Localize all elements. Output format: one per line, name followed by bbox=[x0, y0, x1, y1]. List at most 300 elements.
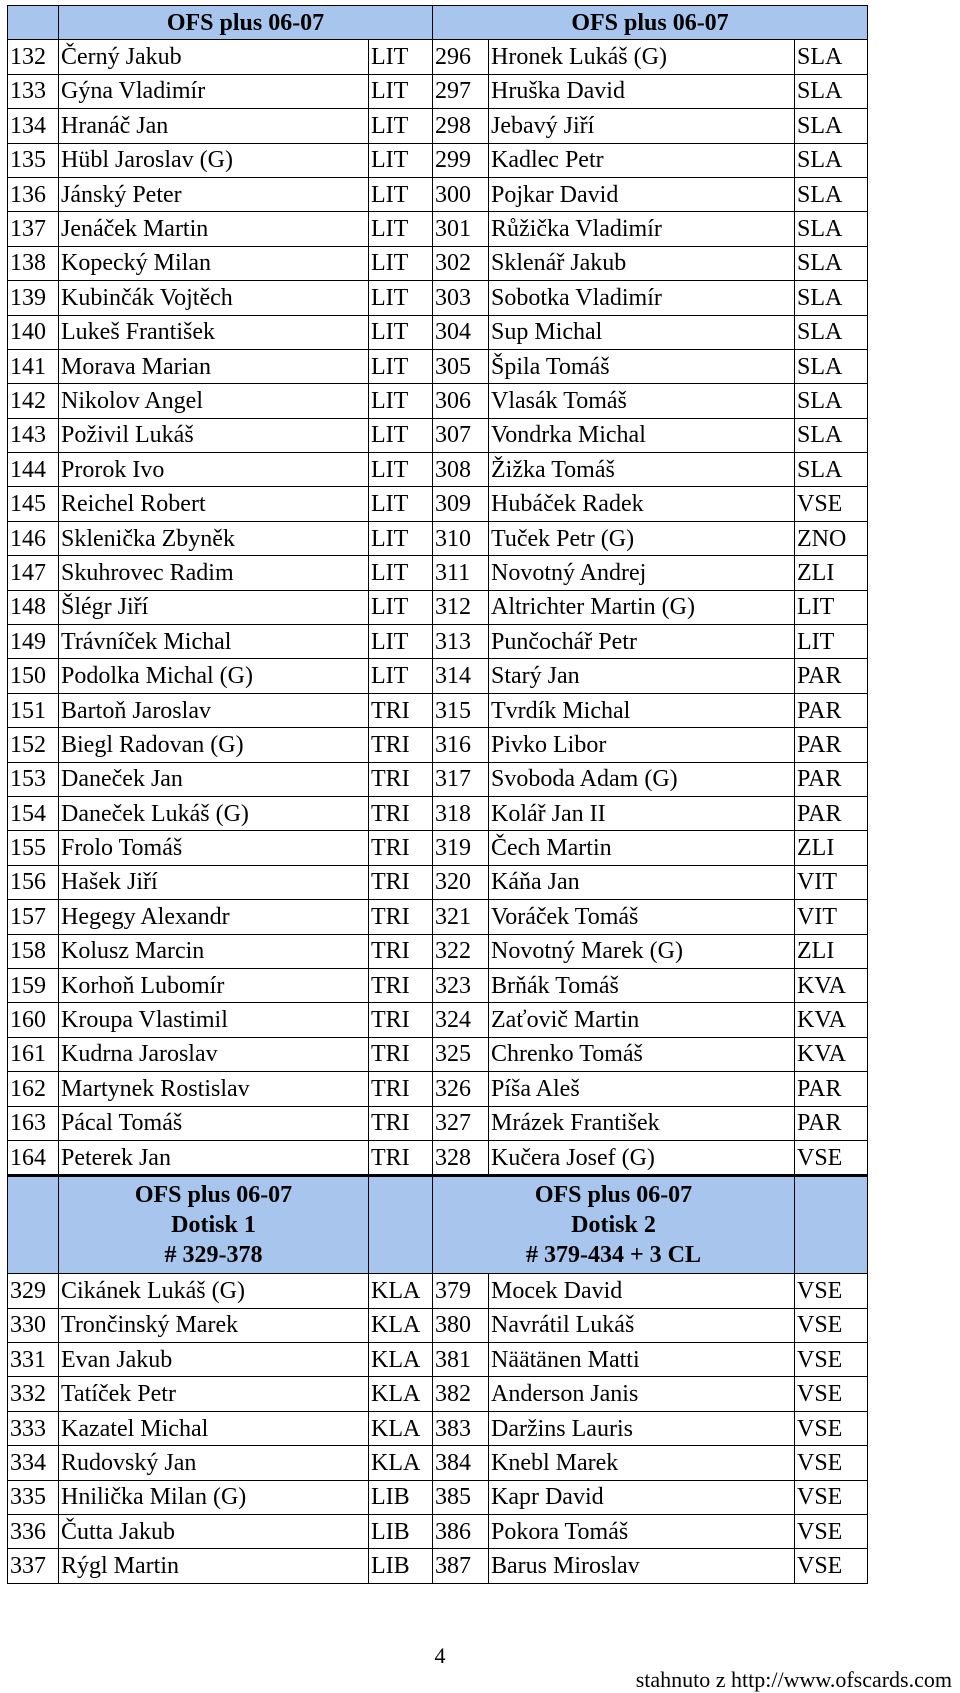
player-name: Bartoň Jaroslav bbox=[59, 693, 369, 727]
team-code: KLA bbox=[369, 1411, 433, 1445]
team-code: TRI bbox=[369, 968, 433, 1002]
team-code: VSE bbox=[795, 1515, 868, 1549]
card-number: 303 bbox=[433, 281, 489, 315]
card-number: 159 bbox=[8, 968, 59, 1002]
team-code: PAR bbox=[795, 796, 868, 830]
mid-header-left bbox=[59, 1176, 369, 1274]
card-number: 299 bbox=[433, 143, 489, 177]
player-name: Hronek Lukáš (G) bbox=[489, 40, 795, 74]
card-number: 319 bbox=[433, 831, 489, 865]
team-code: TRI bbox=[369, 1072, 433, 1106]
player-name: Sobotka Vladimír bbox=[489, 281, 795, 315]
card-number: 306 bbox=[433, 384, 489, 418]
card-number: 135 bbox=[8, 143, 59, 177]
card-number: 317 bbox=[433, 762, 489, 796]
card-number: 157 bbox=[8, 900, 59, 934]
card-number: 302 bbox=[433, 246, 489, 280]
team-code: LIT bbox=[369, 659, 433, 693]
player-name: Hegegy Alexandr bbox=[59, 900, 369, 934]
card-number: 323 bbox=[433, 968, 489, 1002]
table-row bbox=[8, 384, 868, 418]
table-row bbox=[8, 590, 868, 624]
card-number: 321 bbox=[433, 900, 489, 934]
card-number: 314 bbox=[433, 659, 489, 693]
card-number: 384 bbox=[433, 1446, 489, 1480]
top-header-right: OFS plus 06-07 bbox=[433, 6, 868, 40]
player-name: Novotný Andrej bbox=[489, 556, 795, 590]
card-number: 300 bbox=[433, 177, 489, 211]
card-number: 156 bbox=[8, 865, 59, 899]
table-row bbox=[8, 865, 868, 899]
player-name: Anderson Janis bbox=[489, 1377, 795, 1411]
card-number: 141 bbox=[8, 349, 59, 383]
player-name: Kroupa Vlastimil bbox=[59, 1003, 369, 1037]
player-name: Frolo Tomáš bbox=[59, 831, 369, 865]
table-row bbox=[8, 1411, 868, 1445]
team-code: LIT bbox=[369, 246, 433, 280]
team-code: LIB bbox=[369, 1480, 433, 1514]
card-number: 316 bbox=[433, 728, 489, 762]
player-name: Barus Miroslav bbox=[489, 1549, 795, 1583]
player-name: Sklenička Zbyněk bbox=[59, 521, 369, 555]
team-code: LIT bbox=[369, 521, 433, 555]
table-row bbox=[8, 1343, 868, 1377]
table-row bbox=[8, 1140, 868, 1175]
team-code: VSE bbox=[795, 487, 868, 521]
player-name: Brňák Tomáš bbox=[489, 968, 795, 1002]
team-code: LIT bbox=[795, 625, 868, 659]
player-name: Tatíček Petr bbox=[59, 1377, 369, 1411]
mid-header-left-sub: Dotisk 1 bbox=[171, 1212, 256, 1239]
team-code: TRI bbox=[369, 934, 433, 968]
team-code: KVA bbox=[795, 1037, 868, 1071]
card-number: 142 bbox=[8, 384, 59, 418]
card-number: 150 bbox=[8, 659, 59, 693]
table-row bbox=[8, 968, 868, 1002]
team-code: TRI bbox=[369, 1106, 433, 1140]
card-number: 146 bbox=[8, 521, 59, 555]
player-name: Černý Jakub bbox=[59, 40, 369, 74]
player-name: Vondrka Michal bbox=[489, 418, 795, 452]
team-code: SLA bbox=[795, 246, 868, 280]
team-code: VSE bbox=[795, 1343, 868, 1377]
card-number: 311 bbox=[433, 556, 489, 590]
player-name: Altrichter Martin (G) bbox=[489, 590, 795, 624]
team-code: SLA bbox=[795, 40, 868, 74]
table-row bbox=[8, 900, 868, 934]
card-number: 139 bbox=[8, 281, 59, 315]
table-row bbox=[8, 625, 868, 659]
card-number: 315 bbox=[433, 693, 489, 727]
card-number: 145 bbox=[8, 487, 59, 521]
player-name: Hnilička Milan (G) bbox=[59, 1480, 369, 1514]
card-number: 328 bbox=[433, 1140, 489, 1175]
table-row bbox=[8, 143, 868, 177]
card-number: 132 bbox=[8, 40, 59, 74]
team-code: LIB bbox=[369, 1515, 433, 1549]
card-number: 320 bbox=[433, 865, 489, 899]
card-number: 308 bbox=[433, 453, 489, 487]
team-code: TRI bbox=[369, 831, 433, 865]
team-code: VIT bbox=[795, 865, 868, 899]
table-row bbox=[8, 728, 868, 762]
player-name: Rýgl Martin bbox=[59, 1549, 369, 1583]
team-code: VSE bbox=[795, 1549, 868, 1583]
team-code: ZLI bbox=[795, 831, 868, 865]
team-code: TRI bbox=[369, 693, 433, 727]
card-number: 329 bbox=[8, 1274, 59, 1308]
team-code: PAR bbox=[795, 762, 868, 796]
card-number: 144 bbox=[8, 453, 59, 487]
team-code: TRI bbox=[369, 865, 433, 899]
card-number: 385 bbox=[433, 1480, 489, 1514]
player-name: Hruška David bbox=[489, 74, 795, 108]
player-name: Peterek Jan bbox=[59, 1140, 369, 1175]
table-row bbox=[8, 521, 868, 555]
team-code: SLA bbox=[795, 384, 868, 418]
team-code: SLA bbox=[795, 143, 868, 177]
table-row bbox=[8, 453, 868, 487]
team-code: KLA bbox=[369, 1343, 433, 1377]
team-code: KLA bbox=[369, 1274, 433, 1308]
mid-header-left-title: OFS plus 06-07 bbox=[134, 1182, 293, 1209]
card-number: 143 bbox=[8, 418, 59, 452]
player-name: Kubinčák Vojtěch bbox=[59, 281, 369, 315]
team-code: SLA bbox=[795, 349, 868, 383]
card-number: 307 bbox=[433, 418, 489, 452]
table-row bbox=[8, 246, 868, 280]
player-name: Cikánek Lukáš (G) bbox=[59, 1274, 369, 1308]
team-code: SLA bbox=[795, 74, 868, 108]
mid-header-right-title: OFS plus 06-07 bbox=[534, 1182, 693, 1209]
table-row bbox=[8, 1549, 868, 1583]
top-header-left: OFS plus 06-07 bbox=[59, 6, 433, 40]
team-code: LIT bbox=[369, 487, 433, 521]
card-number: 335 bbox=[8, 1480, 59, 1514]
header-blank-cell bbox=[369, 1176, 433, 1274]
checklist-table bbox=[7, 5, 868, 1584]
team-code: TRI bbox=[369, 900, 433, 934]
card-number: 382 bbox=[433, 1377, 489, 1411]
team-code: KVA bbox=[795, 968, 868, 1002]
team-code: LIT bbox=[369, 74, 433, 108]
card-number: 154 bbox=[8, 796, 59, 830]
team-code: LIT bbox=[369, 281, 433, 315]
table-row bbox=[8, 796, 868, 830]
team-code: VIT bbox=[795, 900, 868, 934]
table-row bbox=[8, 1480, 868, 1514]
card-number: 149 bbox=[8, 625, 59, 659]
team-code: VSE bbox=[795, 1480, 868, 1514]
mid-header-right bbox=[433, 1176, 795, 1274]
card-number: 330 bbox=[8, 1308, 59, 1342]
player-name: Prorok Ivo bbox=[59, 453, 369, 487]
player-name: Reichel Robert bbox=[59, 487, 369, 521]
player-name: Morava Marian bbox=[59, 349, 369, 383]
player-name: Sklenář Jakub bbox=[489, 246, 795, 280]
card-number: 140 bbox=[8, 315, 59, 349]
player-name: Hübl Jaroslav (G) bbox=[59, 143, 369, 177]
team-code: SLA bbox=[795, 177, 868, 211]
player-name: Navrátil Lukáš bbox=[489, 1308, 795, 1342]
player-name: Chrenko Tomáš bbox=[489, 1037, 795, 1071]
player-name: Korhoň Lubomír bbox=[59, 968, 369, 1002]
top-header-row bbox=[8, 6, 868, 40]
team-code: LIT bbox=[369, 418, 433, 452]
card-number: 163 bbox=[8, 1106, 59, 1140]
card-number: 296 bbox=[433, 40, 489, 74]
table-row bbox=[8, 556, 868, 590]
team-code: LIT bbox=[369, 349, 433, 383]
player-name: Káňa Jan bbox=[489, 865, 795, 899]
card-number: 152 bbox=[8, 728, 59, 762]
card-number: 148 bbox=[8, 590, 59, 624]
team-code: LIT bbox=[369, 625, 433, 659]
player-name: Daneček Jan bbox=[59, 762, 369, 796]
player-name: Kudrna Jaroslav bbox=[59, 1037, 369, 1071]
team-code: SLA bbox=[795, 453, 868, 487]
footer-source: stahnuto z http://www.ofscards.com bbox=[635, 1667, 952, 1692]
team-code: VSE bbox=[795, 1140, 868, 1175]
table-row bbox=[8, 831, 868, 865]
player-name: Lukeš František bbox=[59, 315, 369, 349]
player-name: Martynek Rostislav bbox=[59, 1072, 369, 1106]
team-code: PAR bbox=[795, 693, 868, 727]
card-number: 333 bbox=[8, 1411, 59, 1445]
player-name: Jenáček Martin bbox=[59, 212, 369, 246]
table-row bbox=[8, 40, 868, 74]
team-code: VSE bbox=[795, 1274, 868, 1308]
card-number: 313 bbox=[433, 625, 489, 659]
card-number: 304 bbox=[433, 315, 489, 349]
player-name: Punčochář Petr bbox=[489, 625, 795, 659]
table-row bbox=[8, 487, 868, 521]
team-code: LIT bbox=[369, 590, 433, 624]
table-row bbox=[8, 659, 868, 693]
card-number: 336 bbox=[8, 1515, 59, 1549]
player-name: Tvrdík Michal bbox=[489, 693, 795, 727]
card-number: 136 bbox=[8, 177, 59, 211]
team-code: TRI bbox=[369, 1140, 433, 1175]
player-name: Daržins Lauris bbox=[489, 1411, 795, 1445]
player-name: Jánský Peter bbox=[59, 177, 369, 211]
card-number: 331 bbox=[8, 1343, 59, 1377]
card-number: 332 bbox=[8, 1377, 59, 1411]
player-name: Zaťovič Martin bbox=[489, 1003, 795, 1037]
team-code: TRI bbox=[369, 1037, 433, 1071]
player-name: Poživil Lukáš bbox=[59, 418, 369, 452]
team-code: LIT bbox=[795, 590, 868, 624]
team-code: LIT bbox=[369, 384, 433, 418]
player-name: Kazatel Michal bbox=[59, 1411, 369, 1445]
page-number: 4 bbox=[434, 1643, 446, 1668]
player-name: Gýna Vladimír bbox=[59, 74, 369, 108]
card-number: 337 bbox=[8, 1549, 59, 1583]
team-code: PAR bbox=[795, 1106, 868, 1140]
card-number: 318 bbox=[433, 796, 489, 830]
card-number: 309 bbox=[433, 487, 489, 521]
card-number: 162 bbox=[8, 1072, 59, 1106]
team-code: LIT bbox=[369, 315, 433, 349]
team-code: TRI bbox=[369, 1003, 433, 1037]
table-row bbox=[8, 1446, 868, 1480]
card-number: 327 bbox=[433, 1106, 489, 1140]
team-code: LIT bbox=[369, 109, 433, 143]
table-row bbox=[8, 1515, 868, 1549]
team-code: VSE bbox=[795, 1377, 868, 1411]
table-row bbox=[8, 212, 868, 246]
player-name: Pácal Tomáš bbox=[59, 1106, 369, 1140]
table-row bbox=[8, 1106, 868, 1140]
player-name: Píša Aleš bbox=[489, 1072, 795, 1106]
card-number: 161 bbox=[8, 1037, 59, 1071]
card-number: 380 bbox=[433, 1308, 489, 1342]
card-number: 310 bbox=[433, 521, 489, 555]
player-name: Knebl Marek bbox=[489, 1446, 795, 1480]
player-name: Kolusz Marcin bbox=[59, 934, 369, 968]
header-blank-cell bbox=[8, 1176, 59, 1274]
card-number: 381 bbox=[433, 1343, 489, 1377]
player-name: Trončinský Marek bbox=[59, 1308, 369, 1342]
card-number: 153 bbox=[8, 762, 59, 796]
team-code: LIT bbox=[369, 143, 433, 177]
card-number: 158 bbox=[8, 934, 59, 968]
team-code: VSE bbox=[795, 1308, 868, 1342]
team-code: KLA bbox=[369, 1308, 433, 1342]
player-name: Hašek Jiří bbox=[59, 865, 369, 899]
team-code: LIT bbox=[369, 212, 433, 246]
team-code: PAR bbox=[795, 1072, 868, 1106]
team-code: LIT bbox=[369, 40, 433, 74]
card-number: 138 bbox=[8, 246, 59, 280]
player-name: Nikolov Angel bbox=[59, 384, 369, 418]
team-code: TRI bbox=[369, 762, 433, 796]
player-name: Kopecký Milan bbox=[59, 246, 369, 280]
player-name: Skuhrovec Radim bbox=[59, 556, 369, 590]
card-number: 326 bbox=[433, 1072, 489, 1106]
table-row bbox=[8, 693, 868, 727]
player-name: Kučera Josef (G) bbox=[489, 1140, 795, 1175]
team-code: TRI bbox=[369, 796, 433, 830]
team-code: LIT bbox=[369, 177, 433, 211]
team-code: LIT bbox=[369, 556, 433, 590]
table-row bbox=[8, 315, 868, 349]
table-row bbox=[8, 418, 868, 452]
table-row bbox=[8, 1072, 868, 1106]
team-code: LIT bbox=[369, 453, 433, 487]
table-row bbox=[8, 109, 868, 143]
table-row bbox=[8, 177, 868, 211]
team-code: ZNO bbox=[795, 521, 868, 555]
table-row bbox=[8, 349, 868, 383]
card-number: 155 bbox=[8, 831, 59, 865]
mid-header-right-range: # 379-434 + 3 CL bbox=[525, 1242, 701, 1269]
card-number: 134 bbox=[8, 109, 59, 143]
team-code: SLA bbox=[795, 315, 868, 349]
team-code: TRI bbox=[369, 728, 433, 762]
table-row bbox=[8, 281, 868, 315]
team-code: SLA bbox=[795, 281, 868, 315]
header-blank-cell bbox=[8, 6, 59, 40]
card-number: 325 bbox=[433, 1037, 489, 1071]
card-number: 383 bbox=[433, 1411, 489, 1445]
team-code: ZLI bbox=[795, 556, 868, 590]
card-number: 298 bbox=[433, 109, 489, 143]
card-number: 137 bbox=[8, 212, 59, 246]
team-code: SLA bbox=[795, 109, 868, 143]
player-name: Näätänen Matti bbox=[489, 1343, 795, 1377]
team-code: KLA bbox=[369, 1377, 433, 1411]
card-number: 147 bbox=[8, 556, 59, 590]
player-name: Čech Martin bbox=[489, 831, 795, 865]
team-code: KVA bbox=[795, 1003, 868, 1037]
card-number: 379 bbox=[433, 1274, 489, 1308]
card-number: 133 bbox=[8, 74, 59, 108]
player-name: Voráček Tomáš bbox=[489, 900, 795, 934]
player-name: Starý Jan bbox=[489, 659, 795, 693]
player-name: Podolka Michal (G) bbox=[59, 659, 369, 693]
table-row bbox=[8, 762, 868, 796]
card-number: 151 bbox=[8, 693, 59, 727]
mid-header-right-sub: Dotisk 2 bbox=[571, 1212, 656, 1239]
card-number: 164 bbox=[8, 1140, 59, 1175]
player-name: Svoboda Adam (G) bbox=[489, 762, 795, 796]
player-name: Hubáček Radek bbox=[489, 487, 795, 521]
card-number: 160 bbox=[8, 1003, 59, 1037]
player-name: Kolář Jan II bbox=[489, 796, 795, 830]
player-name: Šlégr Jiří bbox=[59, 590, 369, 624]
header-blank-cell bbox=[795, 1176, 868, 1274]
player-name: Daneček Lukáš (G) bbox=[59, 796, 369, 830]
table-row bbox=[8, 1274, 868, 1308]
card-number: 301 bbox=[433, 212, 489, 246]
player-name: Hranáč Jan bbox=[59, 109, 369, 143]
player-name: Pivko Libor bbox=[489, 728, 795, 762]
player-name: Trávníček Michal bbox=[59, 625, 369, 659]
team-code: LIB bbox=[369, 1549, 433, 1583]
table-row bbox=[8, 74, 868, 108]
card-number: 297 bbox=[433, 74, 489, 108]
player-name: Mocek David bbox=[489, 1274, 795, 1308]
card-number: 324 bbox=[433, 1003, 489, 1037]
player-name: Sup Michal bbox=[489, 315, 795, 349]
card-number: 305 bbox=[433, 349, 489, 383]
player-name: Růžička Vladimír bbox=[489, 212, 795, 246]
player-name: Vlasák Tomáš bbox=[489, 384, 795, 418]
table-row bbox=[8, 1377, 868, 1411]
player-name: Jebavý Jiří bbox=[489, 109, 795, 143]
table-row bbox=[8, 934, 868, 968]
player-name: Kapr David bbox=[489, 1480, 795, 1514]
player-name: Rudovský Jan bbox=[59, 1446, 369, 1480]
mid-header-left-range: # 329-378 bbox=[164, 1242, 263, 1269]
table-row bbox=[8, 1003, 868, 1037]
table-row bbox=[8, 1308, 868, 1342]
card-number: 312 bbox=[433, 590, 489, 624]
team-code: SLA bbox=[795, 212, 868, 246]
card-number: 387 bbox=[433, 1549, 489, 1583]
team-code: VSE bbox=[795, 1446, 868, 1480]
player-name: Čutta Jakub bbox=[59, 1515, 369, 1549]
player-name: Pojkar David bbox=[489, 177, 795, 211]
card-number: 386 bbox=[433, 1515, 489, 1549]
team-code: KLA bbox=[369, 1446, 433, 1480]
table-row bbox=[8, 1037, 868, 1071]
team-code: PAR bbox=[795, 659, 868, 693]
player-name: Evan Jakub bbox=[59, 1343, 369, 1377]
team-code: VSE bbox=[795, 1411, 868, 1445]
player-name: Biegl Radovan (G) bbox=[59, 728, 369, 762]
